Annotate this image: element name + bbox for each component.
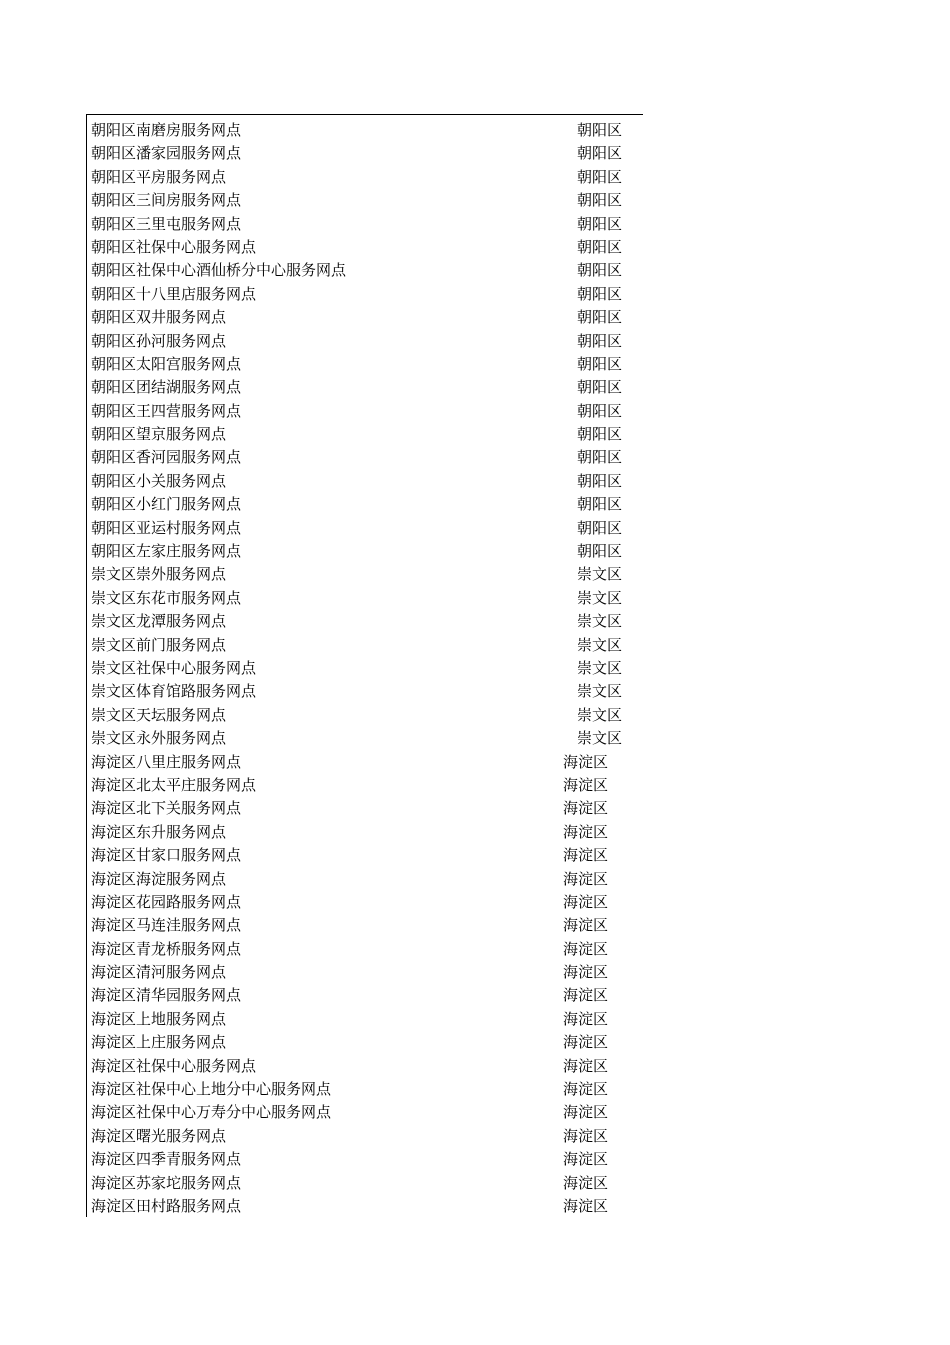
- district-name: 崇文区: [577, 729, 623, 748]
- table-row: [87, 587, 643, 610]
- service-point-name: 海淀区清河服务网点: [91, 963, 227, 982]
- table-row: [87, 961, 643, 984]
- district-name: 朝阳区: [577, 518, 623, 537]
- service-point-name: 朝阳区南磨房服务网点: [91, 121, 242, 139]
- district-name: 朝阳区: [577, 121, 623, 139]
- table-row: [87, 306, 643, 329]
- table-row: [87, 868, 643, 891]
- table-row: [87, 1078, 643, 1101]
- service-point-name: 海淀区花园路服务网点: [91, 892, 242, 911]
- table-row: [87, 1031, 643, 1054]
- service-point-name: 海淀区海淀服务网点: [91, 869, 227, 888]
- district-name: 海淀区: [563, 1009, 609, 1028]
- table-row: [87, 563, 643, 586]
- table-row: [87, 517, 643, 540]
- district-name: 海淀区: [563, 963, 609, 982]
- table-row: [87, 704, 643, 727]
- service-point-name: 朝阳区三间房服务网点: [91, 191, 242, 210]
- service-point-name: 海淀区曙光服务网点: [91, 1126, 227, 1145]
- district-name: 海淀区: [563, 1126, 609, 1145]
- district-name: 崇文区: [577, 658, 623, 677]
- district-name: 崇文区: [577, 588, 623, 607]
- table-row: [87, 376, 643, 399]
- spreadsheet-page: [86, 114, 643, 1217]
- service-point-name: 崇文区东花市服务网点: [91, 588, 242, 607]
- table-row: [87, 610, 643, 633]
- table-row: [87, 353, 643, 376]
- district-name: 海淀区: [563, 869, 609, 888]
- district-name: 朝阳区: [577, 284, 623, 303]
- service-point-name: 朝阳区望京服务网点: [91, 425, 227, 444]
- table-row: [87, 236, 643, 259]
- district-name: 朝阳区: [577, 261, 623, 280]
- district-name: 朝阳区: [577, 214, 623, 233]
- service-point-name: 朝阳区左家庄服务网点: [91, 542, 242, 561]
- table-row: [87, 727, 643, 750]
- table-row: [87, 213, 643, 236]
- district-name: 朝阳区: [577, 354, 623, 373]
- service-point-name: 崇文区龙潭服务网点: [91, 612, 227, 631]
- district-name: 崇文区: [577, 612, 623, 631]
- service-point-name: 海淀区四季青服务网点: [91, 1150, 242, 1169]
- district-name: 朝阳区: [577, 495, 623, 514]
- district-name: 朝阳区: [577, 144, 623, 163]
- table-row: [87, 423, 643, 446]
- service-point-name: 朝阳区小关服务网点: [91, 471, 227, 490]
- service-point-name: 朝阳区潘家园服务网点: [91, 144, 242, 163]
- table-row: [87, 259, 643, 282]
- district-name: 朝阳区: [577, 471, 623, 490]
- district-name: 海淀区: [563, 1033, 609, 1052]
- service-point-name: 海淀区八里庄服务网点: [91, 752, 242, 771]
- table-row: [87, 1055, 643, 1078]
- district-name: 海淀区: [563, 846, 609, 865]
- service-point-name: 崇文区前门服务网点: [91, 635, 227, 654]
- table-row: [87, 634, 643, 657]
- district-name: 朝阳区: [577, 167, 623, 186]
- service-point-name: 朝阳区平房服务网点: [91, 167, 227, 186]
- district-name: 朝阳区: [577, 448, 623, 467]
- service-point-name: 朝阳区香河园服务网点: [91, 448, 242, 467]
- district-name: 海淀区: [563, 1080, 609, 1099]
- district-name: 朝阳区: [577, 542, 623, 561]
- service-point-name: 朝阳区三里屯服务网点: [91, 214, 242, 233]
- district-name: 朝阳区: [577, 401, 623, 420]
- table-row: [87, 797, 643, 820]
- service-point-name: 海淀区田村路服务网点: [91, 1196, 242, 1215]
- district-name: 海淀区: [563, 892, 609, 911]
- service-point-name: 海淀区马连洼服务网点: [91, 916, 242, 935]
- table-row: [87, 400, 643, 423]
- district-name: 海淀区: [563, 1173, 609, 1192]
- table-row: [87, 283, 643, 306]
- district-name: 朝阳区: [577, 237, 623, 256]
- district-name: 朝阳区: [577, 425, 623, 444]
- service-point-name: 海淀区苏家坨服务网点: [91, 1173, 242, 1192]
- district-name: 海淀区: [563, 752, 609, 771]
- district-name: 崇文区: [577, 682, 623, 701]
- service-point-name: 海淀区甘家口服务网点: [91, 846, 242, 865]
- table-row: [87, 119, 643, 142]
- service-point-name: 海淀区清华园服务网点: [91, 986, 242, 1005]
- table-row: [87, 938, 643, 961]
- district-name: 朝阳区: [577, 191, 623, 210]
- table-row: [87, 1125, 643, 1148]
- service-point-name: 海淀区北太平庄服务网点: [91, 775, 257, 794]
- table-row: [87, 1148, 643, 1171]
- service-point-name: 朝阳区社保中心服务网点: [91, 237, 257, 256]
- district-name: 海淀区: [563, 1150, 609, 1169]
- district-name: 海淀区: [563, 916, 609, 935]
- service-point-name: 朝阳区亚运村服务网点: [91, 518, 242, 537]
- service-point-name: 海淀区上庄服务网点: [91, 1033, 227, 1052]
- service-point-name: 海淀区社保中心上地分中心服务网点: [91, 1080, 332, 1099]
- district-name: 朝阳区: [577, 331, 623, 350]
- table-row: [87, 774, 643, 797]
- table-row: [87, 1195, 643, 1218]
- district-name: 海淀区: [563, 1196, 609, 1215]
- service-point-name: 朝阳区太阳宫服务网点: [91, 354, 242, 373]
- table-row: [87, 142, 643, 165]
- district-name: 朝阳区: [577, 378, 623, 397]
- table-row: [87, 1101, 643, 1124]
- district-name: 海淀区: [563, 939, 609, 958]
- district-name: 海淀区: [563, 1056, 609, 1075]
- district-name: 崇文区: [577, 705, 623, 724]
- service-point-name: 海淀区北下关服务网点: [91, 799, 242, 818]
- table-row: [87, 1008, 643, 1031]
- district-name: 崇文区: [577, 635, 623, 654]
- table-row: [87, 446, 643, 469]
- table-row: [87, 540, 643, 563]
- table-row: [87, 914, 643, 937]
- service-point-name: 海淀区社保中心服务网点: [91, 1056, 257, 1075]
- district-name: 海淀区: [563, 775, 609, 794]
- service-point-name: 朝阳区十八里店服务网点: [91, 284, 257, 303]
- service-point-name: 朝阳区王四营服务网点: [91, 401, 242, 420]
- service-point-name: 崇文区天坛服务网点: [91, 705, 227, 724]
- service-point-name: 崇文区崇外服务网点: [91, 565, 227, 584]
- service-point-list: [87, 119, 643, 1218]
- table-row: [87, 657, 643, 680]
- district-name: 海淀区: [563, 1103, 609, 1122]
- service-point-name: 海淀区上地服务网点: [91, 1009, 227, 1028]
- table-row: [87, 470, 643, 493]
- table-row: [87, 493, 643, 516]
- table-row: [87, 751, 643, 774]
- service-point-name: 海淀区东升服务网点: [91, 822, 227, 841]
- service-point-name: 崇文区永外服务网点: [91, 729, 227, 748]
- table-row: [87, 891, 643, 914]
- service-point-name: 朝阳区社保中心酒仙桥分中心服务网点: [91, 261, 347, 280]
- service-point-name: 海淀区青龙桥服务网点: [91, 939, 242, 958]
- table-row: [87, 821, 643, 844]
- district-name: 崇文区: [577, 565, 623, 584]
- table-row: [87, 189, 643, 212]
- table-row: [87, 844, 643, 867]
- table-row: [87, 984, 643, 1007]
- table-row: [87, 680, 643, 703]
- table-row: [87, 330, 643, 353]
- service-point-name: 朝阳区团结湖服务网点: [91, 378, 242, 397]
- service-point-name: 朝阳区小红门服务网点: [91, 495, 242, 514]
- service-point-name: 海淀区社保中心万寿分中心服务网点: [91, 1103, 332, 1122]
- service-point-name: 崇文区体育馆路服务网点: [91, 682, 257, 701]
- table-row: [87, 166, 643, 189]
- service-point-name: 崇文区社保中心服务网点: [91, 658, 257, 677]
- district-name: 海淀区: [563, 986, 609, 1005]
- district-name: 海淀区: [563, 799, 609, 818]
- service-point-name: 朝阳区孙河服务网点: [91, 331, 227, 350]
- district-name: 海淀区: [563, 822, 609, 841]
- table-row: [87, 1172, 643, 1195]
- district-name: 朝阳区: [577, 308, 623, 327]
- service-point-name: 朝阳区双井服务网点: [91, 308, 227, 327]
